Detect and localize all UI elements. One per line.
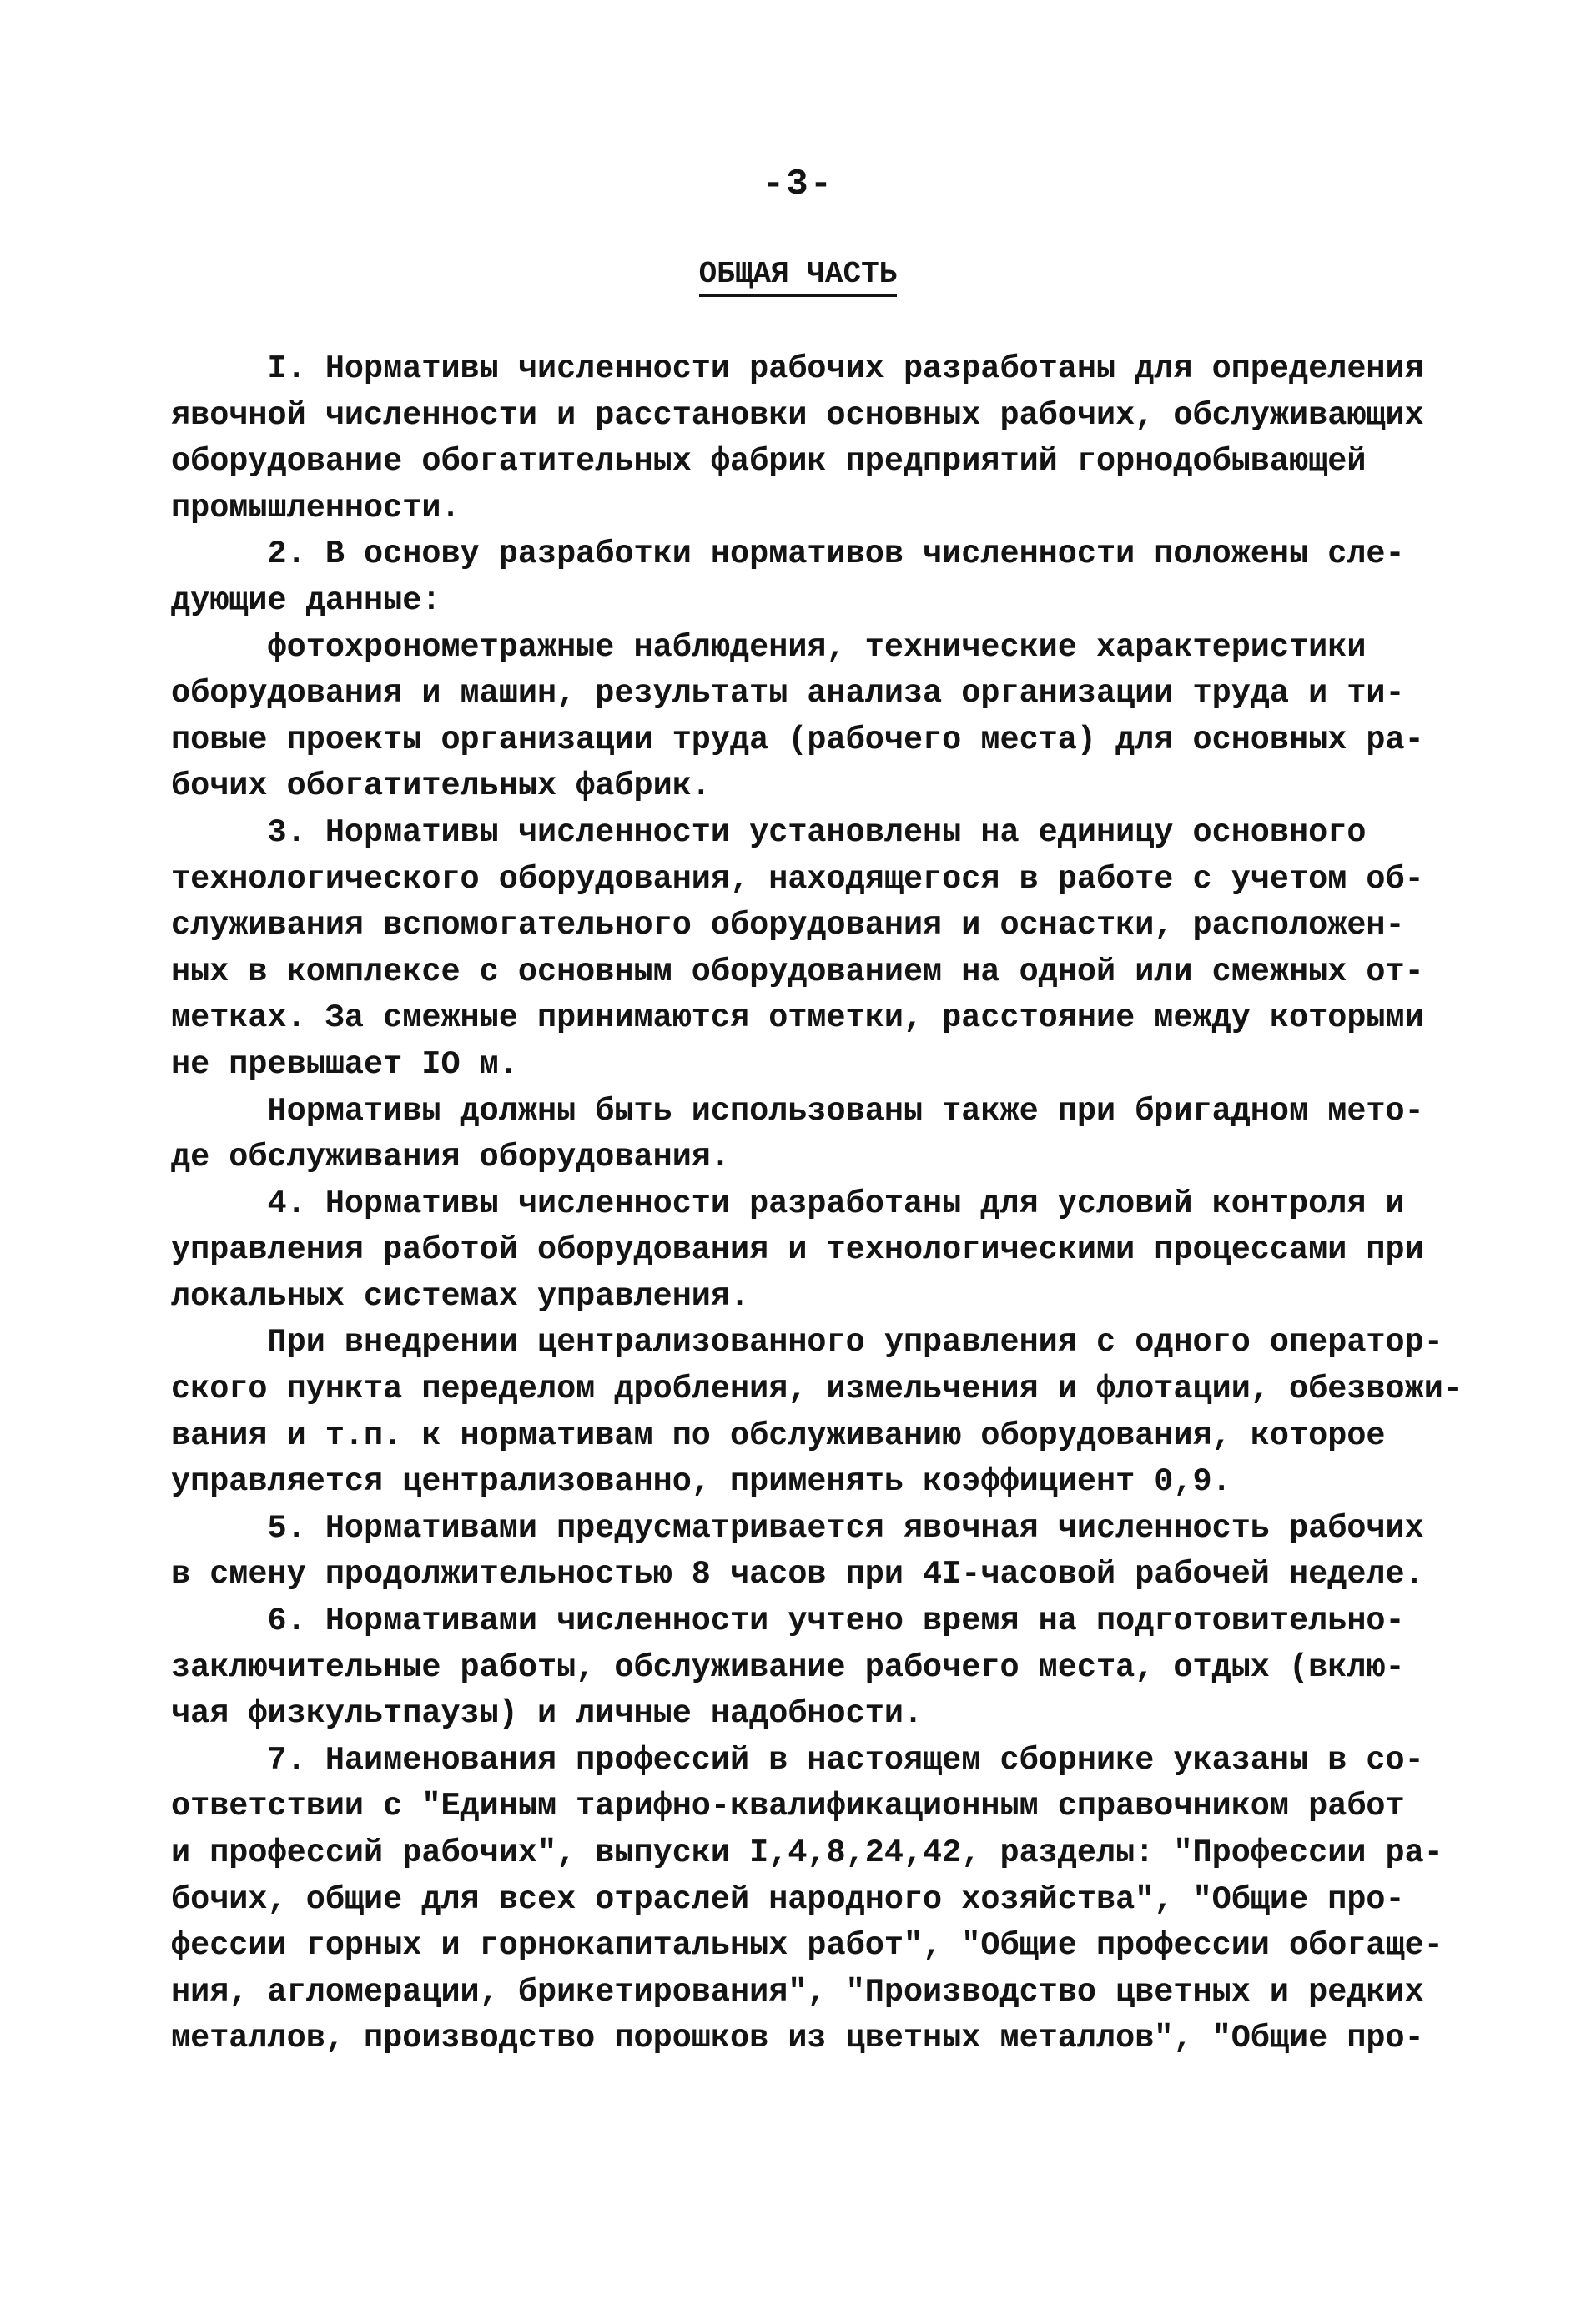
text-line: вания и т.п. к нормативам по обслуживанию оборудования, которое (171, 1417, 1386, 1454)
text-line: бочих обогатительных фабрик. (171, 767, 711, 805)
text-line: дующие данные: (171, 581, 441, 619)
text-line: повые проекты организации труда (рабочего места) для основных ра- (171, 721, 1424, 758)
text-line: ответствии с "Единым тарифно-квалификационным справочником работ (171, 1788, 1405, 1825)
text-line: бочих, общие для всех отраслей народного хозяйства", "Общие про- (171, 1880, 1405, 1918)
section-title-text: ОБЩАЯ ЧАСТЬ (699, 257, 898, 297)
text-line: и профессий рабочих", выпуски I,4,8,24,42, разделы: "Профессии ра- (171, 1834, 1443, 1871)
text-line: I. Нормативы численности рабочих разработаны для определения (171, 350, 1424, 387)
text-line: заключительные работы, обслуживание рабочего места, отдых (вклю- (171, 1648, 1405, 1686)
text-line: 4. Нормативы численности разработаны для условий контроля и (171, 1185, 1405, 1222)
text-line: 7. Наименования профессий в настоящем сборнике указаны в со- (171, 1741, 1424, 1779)
text-line: управления работой оборудования и технологическими процессами при (171, 1231, 1424, 1269)
text-line: в смену продолжительностью 8 часов при 4I-часовой рабочей неделе. (171, 1556, 1424, 1593)
text-line: чая физкультпаузы) и личные надобности. (171, 1695, 924, 1733)
text-line: ных в комплексе с основным оборудованием на одной или смежных от- (171, 953, 1424, 990)
text-line: фессии горных и горнокапитальных работ", "Общие профессии обогаще- (171, 1927, 1443, 1965)
text-line: 2. В основу разработки нормативов численности положены сле- (171, 536, 1405, 573)
text-line: явочной численности и расстановки основных рабочих, обслуживающих (171, 396, 1424, 434)
text-line: 5. Нормативами предусматривается явочная численность рабочих (171, 1509, 1424, 1547)
text-line: При внедрении централизованного управления с одного оператор- (171, 1324, 1443, 1361)
text-line: ния, агломерации, брикетирования", "Производство цветных и редких (171, 1973, 1424, 2011)
body-text (171, 346, 1463, 2062)
text-line: локальных системах управления. (171, 1277, 750, 1315)
text-line: 6. Нормативами численности учтено время на подготовительно- (171, 1603, 1405, 1640)
text-line: не превышает IO м. (171, 1045, 518, 1083)
text-line: оборудования и машин, результаты анализа организации труда и ти- (171, 675, 1405, 712)
section-title (0, 257, 1596, 291)
text-line: метках. За смежные принимаются отметки, расстояние между которыми (171, 999, 1424, 1037)
text-line: ского пункта переделом дробления, измельчения и флотации, обезвожи- (171, 1371, 1463, 1408)
page-number: -3- (762, 164, 834, 205)
text-line: промышленности. (171, 489, 461, 526)
text-line: фотохронометражные наблюдения, технические характеристики (171, 628, 1367, 666)
text-line: служивания вспомогательного оборудования и оснастки, расположен- (171, 907, 1405, 944)
text-line: металлов, производство порошков из цветных металлов", "Общие про- (171, 2020, 1424, 2057)
text-line: де обслуживания оборудования. (171, 1139, 731, 1176)
text-line: технологического оборудования, находящегося в работе с учетом об- (171, 860, 1424, 898)
text-line: управляется централизованно, применять коэффициент 0,9. (171, 1463, 1231, 1501)
text-line: 3. Нормативы численности установлены на единицу основного (171, 813, 1367, 851)
text-line: Нормативы должны быть использованы также при бригадном мето- (171, 1092, 1424, 1130)
text-line: оборудование обогатительных фабрик предприятий горнодобывающей (171, 443, 1367, 481)
